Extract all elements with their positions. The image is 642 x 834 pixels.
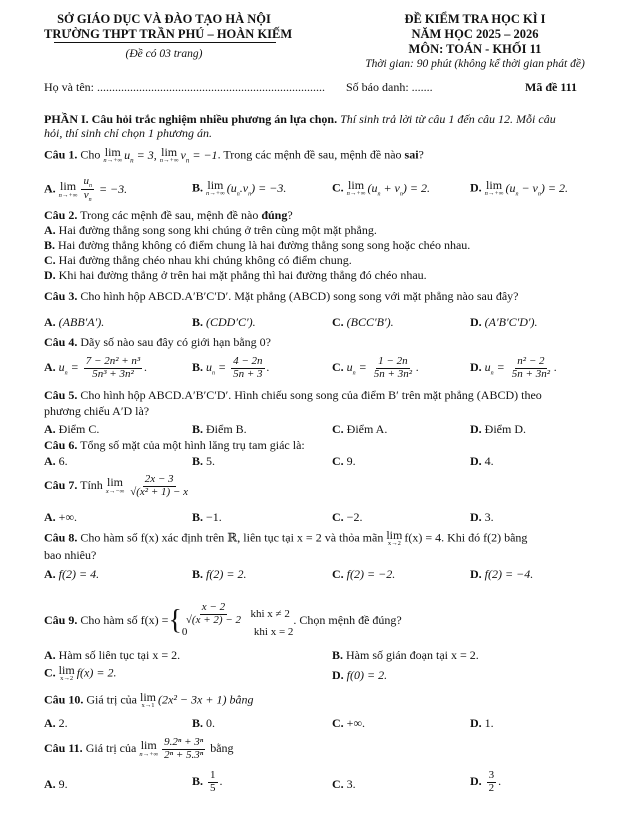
q1-option-d[interactable]: D. lim n→+∞ $(u_n - v_n) = 2$.: [470, 178, 568, 198]
part1-instruction-b: hỏi, thí sinh chỉ chọn 1 phương án.: [44, 126, 212, 140]
q5-option-a[interactable]: A. Điểm C.: [44, 422, 100, 436]
q7-option-d[interactable]: D. 3.: [470, 510, 494, 524]
q1-option-a[interactable]: A. lim n→+∞ $\frac{u_n}{v_n}$ = −3.: [44, 175, 128, 204]
part1-title: PHẦN I. Câu hỏi trắc nghiệm nhiều phương án lựa chọn.: [44, 112, 338, 126]
q2-option-c[interactable]: C. Hai đường thẳng chéo nhau khi chúng không có điểm chung.: [44, 253, 352, 267]
q2-option-a[interactable]: A. Hai đường thẳng song song khi chúng ở trên cùng một mặt phẳng.: [44, 223, 377, 237]
candidate-number-field: Số báo danh: .......: [346, 80, 433, 94]
pages-note: (Đề có 03 trang): [125, 48, 203, 60]
question-9-stem: Câu 9. Cho hàm số f(x) = { $\frac{x - 2}{√(x + 2) - 2}$ khi x ≠ 2 0 khi x = 2 . Chọn mệnh đề đúng?: [44, 601, 402, 639]
school-name: TRƯỜNG THPT TRẦN PHÚ – HOÀN KIẾM: [44, 27, 293, 41]
q4-option-b[interactable]: B. $u_n$ = $\frac{4 - 2n}{5n + 3}$ .: [192, 355, 270, 380]
q11-option-a[interactable]: A. 9.: [44, 777, 68, 791]
q7-option-c[interactable]: C. −2.: [332, 510, 363, 524]
q2-option-d[interactable]: D. Khi hai đường thẳng ở trên hai mặt phẳng thì hai đường thẳng đó chéo nhau.: [44, 268, 427, 282]
q10-option-b[interactable]: B. 0.: [192, 716, 216, 730]
question-4-stem: Câu 4. Dãy số nào sau đây có giới hạn bằng 0?: [44, 335, 271, 349]
q4-option-c[interactable]: C. $u_n$ = $\frac{1 - 2n}{\text{5n + 3n²}}$ .: [332, 355, 420, 380]
question-8-stem-b: bao nhiêu?: [44, 548, 97, 562]
part1-instruction-a: Thí sinh trả lời từ câu 1 đến câu 12. Mỗi câu: [337, 112, 556, 126]
q6-option-d[interactable]: D. 4.: [470, 454, 494, 468]
department-name: SỞ GIÁO DỤC VÀ ĐÀO TẠO HÀ NỘI: [57, 12, 271, 26]
question-3-stem: Câu 3. Cho hình hộp ABCD.A′B′C′D′. Mặt phẳng (ABCD) song song với mặt phẳng nào sau đây?: [44, 289, 519, 303]
question-5-stem-a: Câu 5. Cho hình hộp ABCD.A′B′C′D′. Hình chiếu song song của điểm B′ trên mặt phẳng (ABCD) theo: [44, 388, 542, 402]
q9-piecewise: $\frac{x - 2}{√(x + 2) - 2}$ khi x ≠ 2 0 khi x = 2: [181, 601, 294, 639]
exam-title: ĐỀ KIỂM TRA HỌC KÌ I: [404, 12, 546, 26]
q8-option-c[interactable]: C. f(2) = −2.: [332, 567, 396, 581]
q7-option-a[interactable]: A. +∞.: [44, 510, 77, 524]
name-field: Họ và tên: ............................................................................: [44, 80, 325, 94]
question-7-stem: Câu 7. Tính lim x→−∞ $\frac{2x - 3}{\text{√(x² + 1) − x}}$: [44, 473, 188, 498]
q2-option-b[interactable]: B. Hai đường thẳng không có điểm chung là hai đường thẳng song song hoặc chéo nhau.: [44, 238, 471, 252]
question-2-stem: Câu 2. Trong các mệnh đề sau, mệnh đề nào đúng?: [44, 208, 293, 222]
header-underline: [54, 42, 276, 43]
q5-option-d[interactable]: D. Điểm D.: [470, 422, 526, 436]
q6-option-a[interactable]: A. 6.: [44, 454, 68, 468]
q4-option-a[interactable]: A. $u_n$ = $\frac{\text{7 − 2n² + n³}}{\text{5n³ + 3n²}}$ .: [44, 355, 148, 380]
school-year: NĂM HỌC 2025 – 2026: [411, 27, 539, 41]
q11-option-b[interactable]: B. $\frac{1}{5}$ .: [192, 769, 223, 794]
time-limit: Thời gian: 90 phút (không kể thời gian phát đề): [365, 58, 585, 70]
q8-option-d[interactable]: D. f(2) = −4.: [470, 567, 534, 581]
question-8-stem-a: Câu 8. Cho hàm số f(x) xác định trên ℝ, liên tục tại x = 2 và thỏa mãn lim x→2 f(x) = 4. Khi đó f(2) bằng: [44, 528, 528, 548]
q9-option-d[interactable]: D. f(0) = 2.: [332, 668, 388, 682]
q1-stem-b: . Trong các mệnh đề sau, mệnh đề nào: [217, 147, 405, 162]
q10-option-d[interactable]: D. 1.: [470, 716, 494, 730]
subject: MÔN: TOÁN - KHỐI 11: [408, 42, 542, 56]
part1-instruction: [44, 113, 556, 127]
q1-stem-sai: sai: [404, 147, 419, 162]
q9-option-a[interactable]: A. Hàm số liên tục tại x = 2.: [44, 648, 181, 662]
q3-option-b[interactable]: B. (CDD′C′).: [192, 315, 256, 329]
q1-stem-a: Cho: [80, 147, 104, 162]
q1-stem-end: ?: [418, 147, 424, 162]
q9-option-b[interactable]: B. Hàm số gián đoạn tại x = 2.: [332, 648, 479, 662]
q1-option-c[interactable]: C. lim n→+∞ $(u_n + v_n) = 2$.: [332, 178, 430, 198]
q8-option-b[interactable]: B. f(2) = 2.: [192, 567, 247, 581]
question-1-label: Câu 1.: [44, 147, 78, 162]
q8-option-a[interactable]: A. f(2) = 4.: [44, 567, 100, 581]
q6-option-b[interactable]: B. 5.: [192, 454, 216, 468]
q5-option-c[interactable]: C. Điểm A.: [332, 422, 388, 436]
q3-option-d[interactable]: D. (A′B′C′D′).: [470, 315, 538, 329]
question-5-stem-b: phương chiếu A′D là?: [44, 404, 150, 418]
q11-option-c[interactable]: C. 3.: [332, 777, 356, 791]
question-11-stem: Câu 11. Giá trị của lim n→+∞ $\frac{\text{9.2ⁿ + 3ⁿ}}{\text{2ⁿ + 5.3ⁿ}}$ bằng: [44, 736, 234, 761]
q6-option-c[interactable]: C. 9.: [332, 454, 356, 468]
q11-option-d[interactable]: D. $\frac{3}{2}$ .: [470, 769, 502, 794]
q10-option-a[interactable]: A. 2.: [44, 716, 68, 730]
q1-option-b[interactable]: B. lim n→+∞ $(u_n.v_n) = -3$.: [192, 178, 287, 198]
q3-option-c[interactable]: C. (BCC′B′).: [332, 315, 394, 329]
q4-option-d[interactable]: D. $u_n$ = $\frac{\text{n² − 2}}{\text{5n + 3n²}}$ .: [470, 355, 558, 380]
exam-code: Mã đề 111: [525, 80, 578, 94]
question-10-stem: Câu 10. Giá trị của lim x→1 (2x² − 3x + 1) bằng: [44, 690, 254, 710]
question-6-stem: Câu 6. Tổng số mặt của một hình lăng trụ tam giác là:: [44, 438, 305, 452]
q1-given: lim n→+∞ $u_n = 3$, lim n→+∞ $v_n = -1$: [103, 145, 218, 165]
q9-option-c[interactable]: C. lim x→2 f(x) = 2.: [44, 663, 117, 683]
q7-option-b[interactable]: B. −1.: [192, 510, 222, 524]
q5-option-b[interactable]: B. Điểm B.: [192, 422, 247, 436]
question-1-stem: [44, 147, 424, 165]
q3-option-a[interactable]: A. (ABB′A′).: [44, 315, 105, 329]
q10-option-c[interactable]: C. +∞.: [332, 716, 365, 730]
